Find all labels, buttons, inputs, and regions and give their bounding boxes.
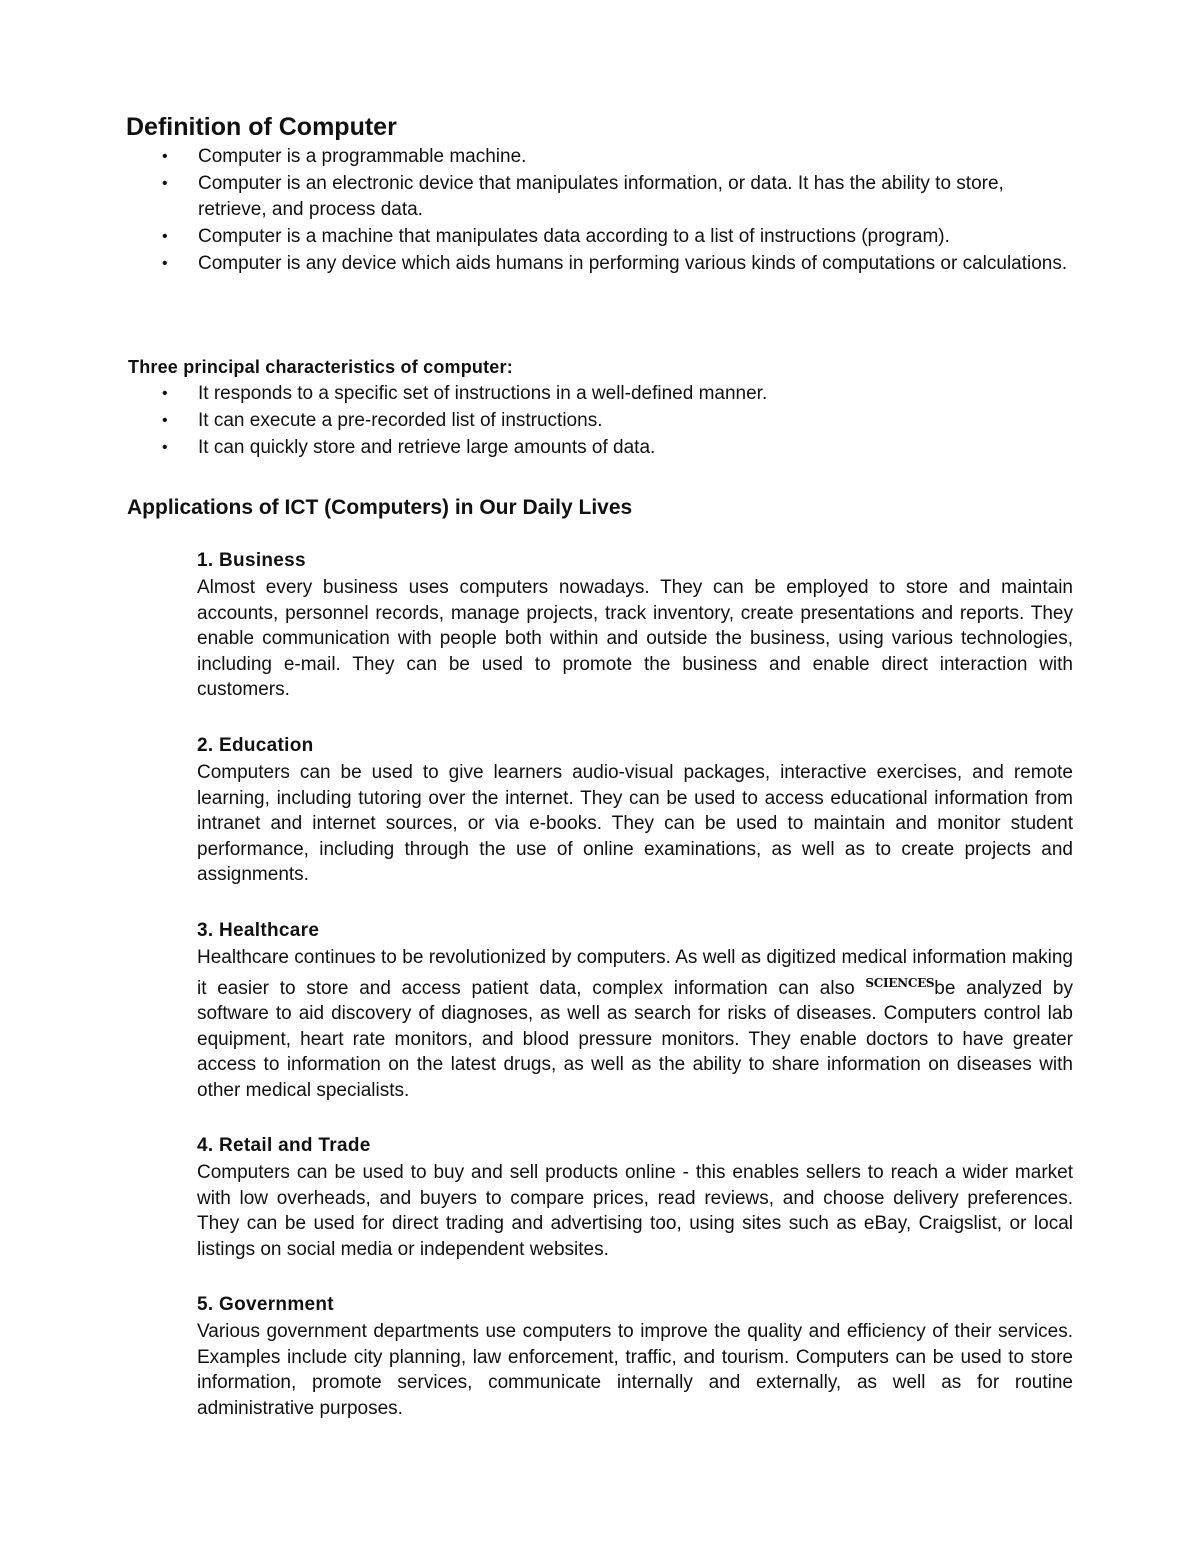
- characteristics-list: [162, 381, 1074, 461]
- list-item: • Computer is a programmable machine.: [162, 144, 1074, 170]
- definition-title: Definition of Computer: [126, 113, 397, 141]
- sciences-stamp: SCIENCES: [865, 975, 935, 990]
- definition-list: [162, 144, 1074, 277]
- characteristics-title: Three principal characteristics of computer:: [128, 357, 513, 377]
- body-text-end: be analyzed by software to aid discovery of diagnoses, as well as search for risks of diseases. Computers control lab equipment, heart rate monitors, and blood pressure monitors. They enable doctors to have greater access to information on the latest drugs, as well as the ability to share information on diseases with other medical specialists.: [197, 977, 1073, 1101]
- section-education: [197, 734, 1073, 888]
- section-body: [197, 945, 1073, 1104]
- list-item: • Computer is an electronic device that manipulates information, or data. It has the ability to store, retrieve, and process data.: [162, 171, 1074, 223]
- list-item: • It can execute a pre-recorded list of instructions.: [162, 408, 1074, 434]
- section-government: [197, 1293, 1073, 1421]
- section-body: Almost every business uses computers nowadays. They can be employed to store and maintain accounts, personnel records, manage projects, track inventory, create presentations and reports. They enable communication with people both within and outside the business, using various technologies, including e-mail. They can be used to promote the business and enable direct interaction with customers.: [197, 577, 1073, 701]
- section-body: Computers can be used to buy and sell products online - this enables sellers to reach a wider market with low overheads, and buyers to compare prices, read reviews, and choose delivery preferences. They can be used for direct trading and advertising too, using sites such as eBay, Craigslist, or local listings on social media or independent websites.: [197, 1162, 1073, 1260]
- section-heading: 3. Healthcare: [197, 920, 320, 941]
- list-item: • It responds to a specific set of instructions in a well-defined manner.: [162, 381, 1074, 407]
- section-heading: 5. Government: [197, 1294, 334, 1315]
- section-healthcare: [197, 919, 1073, 1104]
- section-body: Computers can be used to give learners audio-visual packages, interactive exercises, and remote learning, including tutoring over the internet. They can be used to access educational information from intranet and internet sources, or via e-books. They can be used to maintain and monitor student performance, including through the use of online examinations, as well as to create projects and assignments.: [197, 762, 1073, 886]
- section-body: Various government departments use computers to improve the quality and efficiency of their services. Examples include city planning, law enforcement, traffic, and tourism. Computers can be used to store information, promote services, communicate internally and externally, as well as for routine administrative purposes.: [197, 1321, 1073, 1419]
- section-heading: 2. Education: [197, 735, 314, 756]
- list-item: • Computer is a machine that manipulates data according to a list of instructions (program).: [162, 224, 1074, 250]
- section-business: [197, 549, 1073, 703]
- section-retail-trade: [197, 1134, 1073, 1262]
- applications-title: Applications of ICT (Computers) in Our Daily Lives: [127, 496, 633, 519]
- list-item: • Computer is any device which aids humans in performing various kinds of computations or calculations.: [162, 251, 1074, 277]
- section-heading: 4. Retail and Trade: [197, 1135, 371, 1156]
- list-item: • It can quickly store and retrieve large amounts of data.: [162, 435, 1074, 461]
- body-text-start: Healthcare continues to be revolutionized by computers. As well as digitized medical information making it easier to store and access patient data, complex information can also: [197, 947, 1073, 999]
- section-heading: 1. Business: [197, 550, 306, 571]
